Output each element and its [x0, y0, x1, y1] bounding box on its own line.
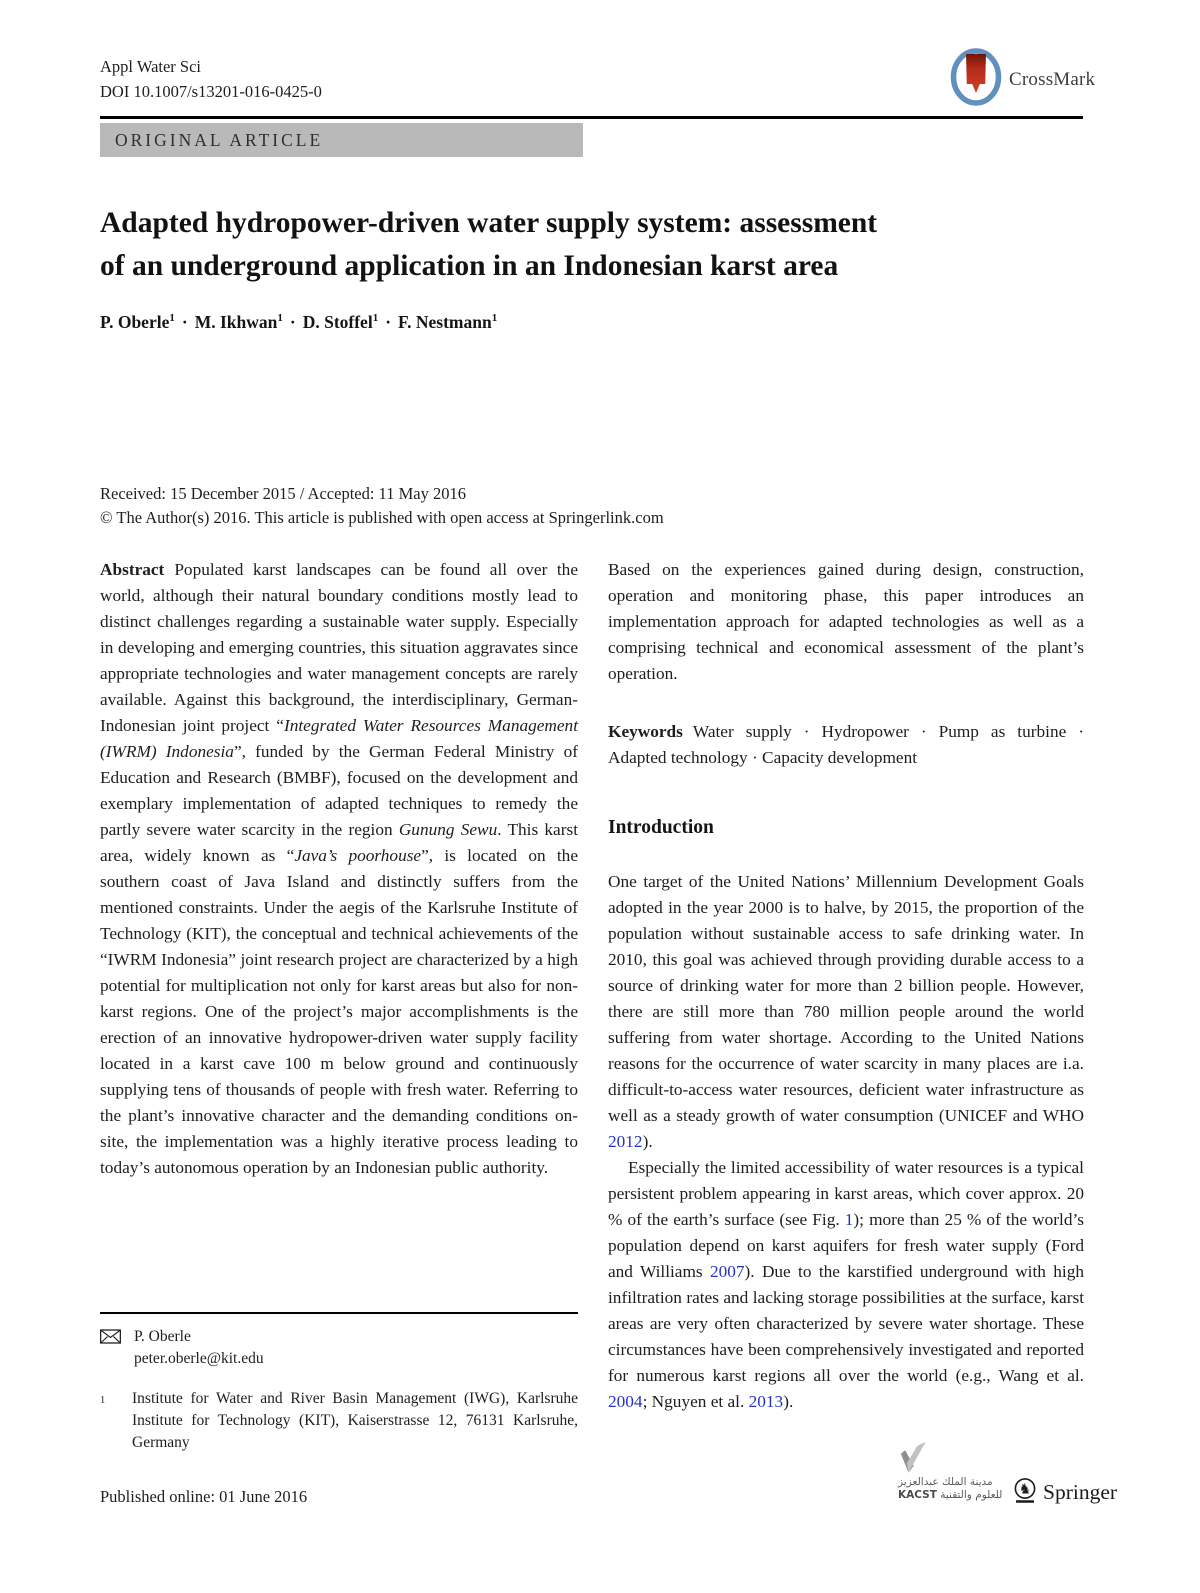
crossmark-label: CrossMark [1009, 68, 1096, 90]
citation-link[interactable]: 2013 [748, 1392, 784, 1411]
springer-label: Springer [1043, 1480, 1118, 1504]
title-line-1: Adapted hydropower-driven water supply system: assessment [100, 207, 878, 239]
author-name: F. Nestmann [398, 312, 492, 332]
abstract-label: Abstract [100, 560, 165, 579]
footnote-rule [100, 1312, 578, 1314]
author-name: M. Ikhwan [194, 312, 278, 332]
left-column [100, 557, 578, 1181]
affiliation-marker: 1 [100, 1395, 106, 1406]
envelope-icon [100, 1326, 121, 1370]
author-separator: · [385, 312, 392, 332]
text-segment: ). [783, 1392, 794, 1411]
text-segment: ); more than 25 % of the world’s population depend on karst aquifers for fresh water supply (Ford and Williams [608, 1210, 1084, 1281]
author-list [100, 312, 497, 333]
header-rule [100, 116, 1083, 119]
page-title [100, 202, 1020, 288]
text-segment: One target of the United Nations’ Millennium Development Goals adopted in the year 2000 is to halve, by 2015, the proportion of the population without sustainable access to safe drinking water. In 2010, this goal was achieved through providing durable access to a source of drinking water for more than 2 billion people. However, there are still more than 780 million people around the world suffering from water shortage. According to the United Nations reasons for the occurrence of water scarcity in many places are i.a. difficult-to-access water resources, deficient water infrastructure as well as a steady growth of water consumption (UNICEF and WHO [608, 872, 1084, 1125]
article-type-banner [100, 123, 583, 157]
keywords-block [608, 719, 1084, 771]
abstract-paragraph [100, 557, 578, 1181]
section-heading-introduction: Introduction [608, 817, 714, 838]
keywords-label: Keywords [608, 722, 683, 741]
kacst-arabic-line-2 [898, 1489, 1008, 1502]
received-accepted-line: Received: 15 December 2015 / Accepted: 11 May 2016 [100, 484, 466, 503]
author-affiliation-sup: 1 [277, 312, 283, 325]
text-segment: ). Due to the karstified underground with high infiltration rates and lacking storage possibilities at the surface, karst areas are very often characterized by severe water shortage. These circumstances have been comprehensively investigated and reported for numerous karst regions all over the world (e.g., Wang et al. [608, 1262, 1084, 1385]
citation-link[interactable]: 1 [844, 1210, 854, 1229]
kacst-latin: KACST [898, 1489, 937, 1501]
abstract-continuation: Based on the experiences gained during design, construction, operation and monitoring phase, this paper introduces an implementation approach for adapted technologies as well as a comprising technical and economical assessment of the plant’s operation. [608, 560, 1084, 683]
text-segment: Gunung Sewu [398, 820, 498, 839]
correspondence-text [134, 1326, 264, 1370]
text-segment: ”, funded by the German Federal Ministry of Education and Research (BMBF), focused on the development and exemplary implementation of adapted techniques to remedy the partly severe water scarcity in the region [100, 742, 578, 839]
svg-text:♞: ♞ [1018, 1481, 1032, 1498]
kacst-checkmark-icon [897, 1440, 927, 1481]
author [100, 312, 175, 332]
keywords-text: Water supply · Hydropower · Pump as turbine · Adapted technology · Capacity development [608, 722, 1084, 767]
author [398, 312, 497, 332]
author-name: D. Stoffel [302, 312, 373, 332]
text-segment: Integrated Water Resources Management (IWRM) Indonesia [100, 716, 578, 761]
copyright-line: © The Author(s) 2016. This article is published with open access at Springerlink.com [100, 508, 664, 527]
correspondence-name: P. Oberle [134, 1328, 191, 1345]
article-type-label: ORIGINAL ARTICLE [115, 129, 324, 150]
doi: DOI 10.1007/s13201-016-0425-0 [100, 82, 322, 101]
author-separator: · [289, 312, 296, 332]
text-segment: Populated karst landscapes can be found all over the world, although their natural boundary conditions mostly lead to distinct challenges regarding a sustainable water supply. Especially in developing and emerging countries, this situation aggravates since appropriate technologies and water management concepts are rarely available. Against this background, the interdisciplinary, German-Indonesian joint project “ [100, 560, 578, 735]
published-online-line: Published online: 01 June 2016 [100, 1487, 308, 1506]
author [195, 312, 283, 332]
author-affiliation-sup: 1 [372, 312, 379, 325]
text-segment: ). [642, 1132, 653, 1151]
affiliation-block [100, 1388, 578, 1454]
text-segment: . This karst area, widely known as “ [100, 820, 578, 865]
journal-header [100, 54, 322, 104]
abstract-text [100, 560, 578, 1177]
springer-knight-icon [1012, 1477, 1038, 1508]
journal-name: Appl Water Sci [100, 57, 202, 76]
springer-logo [1012, 1477, 1117, 1508]
correspondence-block [100, 1326, 578, 1370]
author [303, 312, 378, 332]
text-segment: Java’s poorhouse [294, 846, 422, 865]
text-segment: ; Nguyen et al. [642, 1392, 749, 1411]
author-affiliation-sup: 1 [491, 312, 498, 325]
citation-link[interactable]: 2004 [608, 1392, 643, 1411]
introduction-paragraph-1 [608, 869, 1084, 1155]
kacst-arabic: للعلوم والتقنية [940, 1489, 1003, 1501]
text-segment: Especially the limited accessibility of water resources is a typical persistent problem appearing in karst areas, which cover approx. 20 % of the earth’s surface (see Fig. [608, 1158, 1084, 1229]
crossmark-icon [950, 47, 1002, 112]
introduction-paragraph-2 [608, 1155, 1084, 1415]
title-line-2: of an underground application in an Indonesian karst area [100, 250, 839, 282]
author-name: P. Oberle [100, 312, 170, 332]
correspondence-email[interactable]: peter.oberle@kit.edu [134, 1350, 264, 1367]
author-affiliation-sup: 1 [169, 312, 175, 325]
right-column [608, 557, 1084, 1415]
text-segment: ”, is located on the southern coast of Java Island and distinctly suffers from the mentioned constraints. Under the aegis of the Karlsruhe Institute of Technology (KIT), the conceptual and technical achievements of the “IWRM Indonesia” joint research project are characterized by a high potential for multiplication not only for karst areas but also for non-karst regions. One of the project’s major accomplishments is the erection of an innovative hydropower-driven water supply facility located in a karst cave 100 m below ground and continuously supplying tens of thousands of people with fresh water. Referring to the plant’s innovative character and the demanding conditions on-site, the implementation was a highly iterative process leading to today’s autonomous operation by an Indonesian public authority. [100, 846, 578, 1177]
affiliation-text: Institute for Water and River Basin Management (IWG), Karlsruhe Institute for Technology (KIT), Kaiserstrasse 12, 76131 Karlsruhe, Germany [132, 1390, 578, 1451]
kacst-logo [898, 1476, 1008, 1502]
citation-link[interactable]: 2007 [709, 1262, 745, 1281]
kacst-arabic-line-1: مدينة الملك عبدالعزيز [898, 1476, 993, 1488]
crossmark-badge[interactable] [950, 47, 1095, 112]
citation-link[interactable]: 2012 [608, 1132, 643, 1151]
author-separator: · [181, 312, 188, 332]
